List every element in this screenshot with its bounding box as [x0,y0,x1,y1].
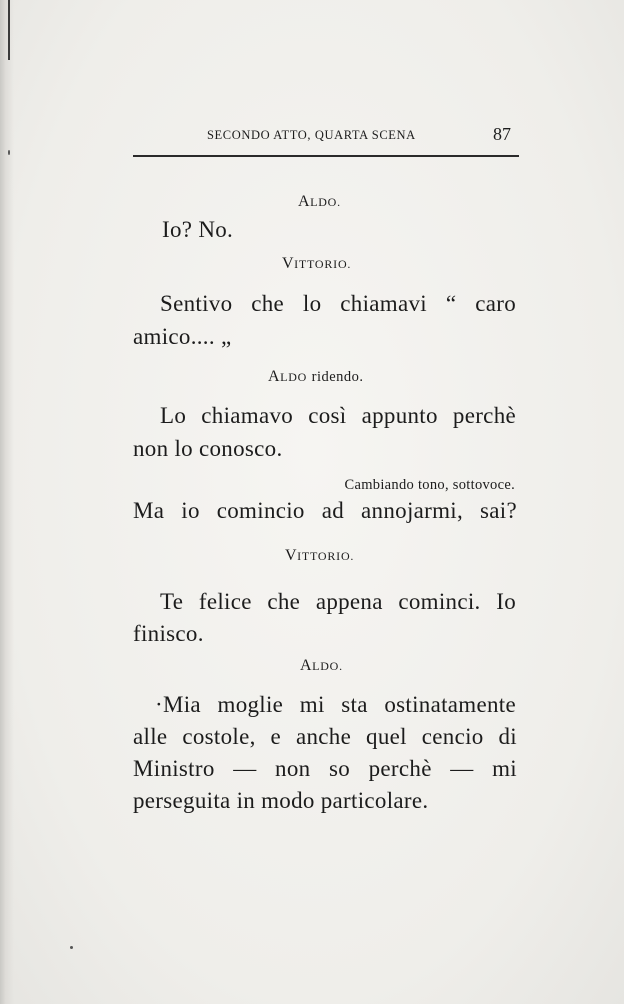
dialogue-line: alle costole, e anche quel cencio di [133,724,517,749]
paper-speck [8,150,10,155]
dialogue-line: Io? No. [162,217,234,242]
dialogue-line: finisco. [133,621,204,646]
speaker-name: VITTORIO. [282,255,352,272]
page-number: 87 [493,124,511,144]
binding-mark [8,0,10,60]
binding-edge [0,0,14,1004]
speaker-name: ALDO ridendo. [268,368,364,385]
header-rule [133,155,519,157]
dialogue-line: Lo chiamavo così appunto perchè [160,403,516,428]
stage-direction: ridendo. [311,369,364,385]
dialogue-line: non lo conosco. [133,436,283,461]
dialogue-line: Ma io comincio ad annojarmi, sai? [133,498,517,523]
dialogue-line: Te felice che appena cominci. Io [160,589,516,614]
paper-speck [70,946,73,949]
speaker-name: VITTORIO. [285,547,355,564]
dialogue-line: Ministro — non so perchè — mi [133,756,517,781]
speaker-name: ALDO. [300,657,343,674]
speaker-name: ALDO. [298,193,341,210]
running-title: SECONDO ATTO, QUARTA SCENA [207,128,416,142]
running-head [135,126,515,148]
dialogue-line: ·Mia moglie mi sta ostinatamente [155,692,516,717]
stage-direction: Cambiando tono, sottovoce. [344,477,515,493]
dialogue-line: perseguita in modo particolare. [133,788,429,813]
dialogue-line: amico.... „ [133,324,232,349]
dialogue-line: Sentivo che lo chiamavi “ caro [160,291,516,316]
